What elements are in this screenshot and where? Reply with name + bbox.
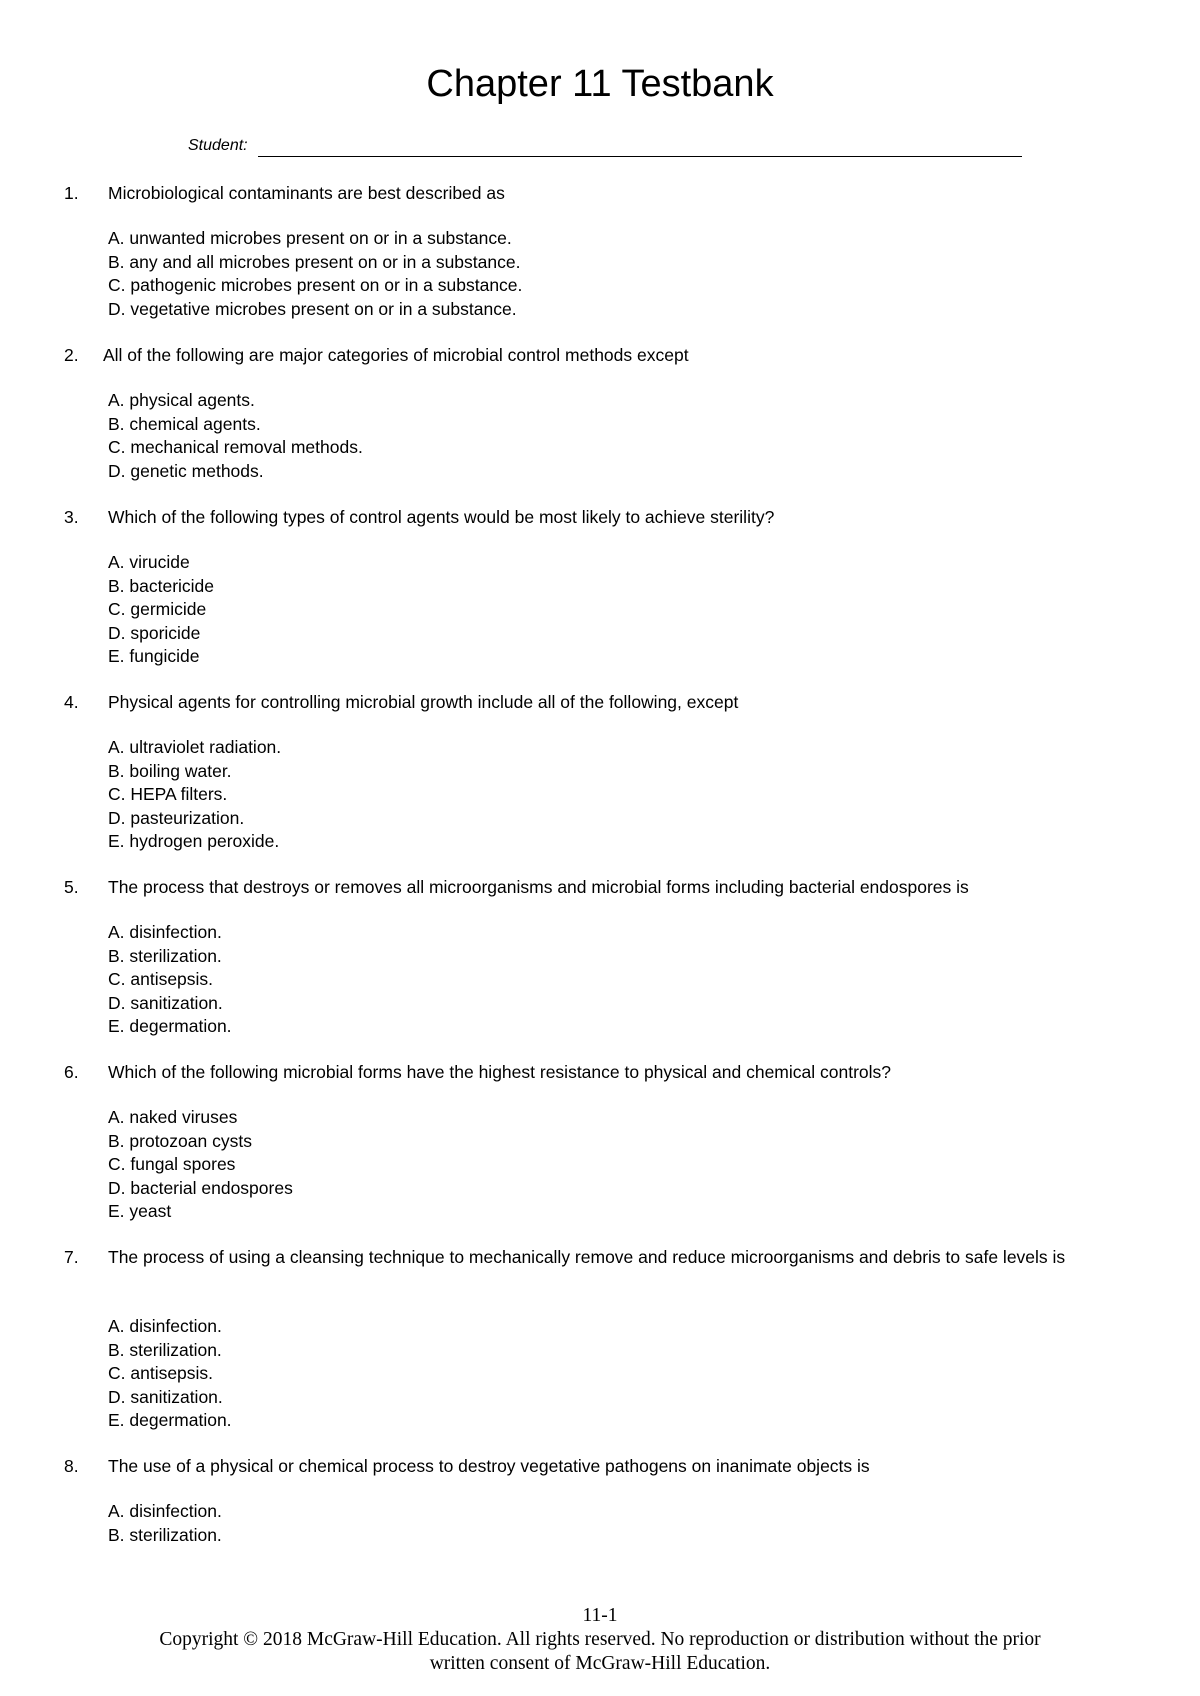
answer-choice: D. sporicide bbox=[108, 622, 201, 643]
page-title: Chapter 11 Testbank bbox=[426, 63, 774, 105]
answer-choice: C. HEPA filters. bbox=[108, 784, 228, 804]
answer-choice: D. genetic methods. bbox=[108, 460, 264, 481]
answer-choices bbox=[108, 389, 363, 483]
question-number: 3. bbox=[64, 507, 79, 527]
answer-choice: A. ultraviolet radiation. bbox=[108, 737, 282, 757]
answer-choice: B. sterilization. bbox=[108, 945, 222, 966]
answer-choice: D. bacterial endospores bbox=[108, 1177, 293, 1198]
question-number: 5. bbox=[64, 877, 79, 897]
copyright-line: written consent of McGraw-Hill Education. bbox=[429, 1653, 771, 1674]
student-name-line bbox=[258, 156, 1022, 157]
answer-choice: E. fungicide bbox=[108, 646, 200, 666]
answer-choice: E. degermation. bbox=[108, 1410, 232, 1430]
answer-choice: D. sanitization. bbox=[108, 992, 223, 1013]
answer-choices bbox=[108, 227, 522, 321]
answer-choice: D. sanitization. bbox=[108, 1386, 223, 1407]
answer-choice: B. sterilization. bbox=[108, 1524, 222, 1545]
answer-choice: B. sterilization. bbox=[108, 1339, 222, 1360]
answer-choice: A. physical agents. bbox=[108, 390, 255, 410]
answer-choice: C. antisepsis. bbox=[108, 969, 214, 989]
answer-choice: B. any and all microbes present on or in a substance. bbox=[108, 251, 521, 272]
answer-choices bbox=[108, 1315, 232, 1433]
answer-choice: A. naked viruses bbox=[108, 1107, 238, 1127]
question-number: 7. bbox=[64, 1247, 79, 1267]
question-text: The process of using a cleansing technique to mechanically remove and reduce microorganisms and debris to safe levels is bbox=[108, 1247, 1066, 1267]
answer-choice: D. vegetative microbes present on or in a substance. bbox=[108, 298, 517, 319]
page-number: 11-1 bbox=[582, 1605, 618, 1626]
question-text: The use of a physical or chemical process to destroy vegetative pathogens on inanimate objects is bbox=[108, 1456, 870, 1476]
answer-choices bbox=[108, 551, 214, 669]
copyright-notice bbox=[0, 1628, 1200, 1676]
question-text: All of the following are major categories of microbial control methods except bbox=[103, 345, 689, 365]
question-text: Which of the following microbial forms have the highest resistance to physical and chemical controls? bbox=[108, 1062, 892, 1082]
answer-choice: C. fungal spores bbox=[108, 1154, 236, 1174]
answer-choice: B. protozoan cysts bbox=[108, 1130, 252, 1151]
question-text: Which of the following types of control agents would be most likely to achieve sterility? bbox=[108, 507, 775, 527]
answer-choices bbox=[108, 1106, 293, 1224]
answer-choice: B. boiling water. bbox=[108, 760, 232, 781]
answer-choice: A. disinfection. bbox=[108, 1316, 222, 1336]
question-number: 2. bbox=[64, 345, 79, 365]
answer-choice: E. hydrogen peroxide. bbox=[108, 831, 280, 851]
question-number: 1. bbox=[64, 183, 79, 203]
answer-choice: A. disinfection. bbox=[108, 1501, 222, 1521]
question-text: Physical agents for controlling microbial growth include all of the following, except bbox=[108, 692, 739, 712]
copyright-line: Copyright © 2018 McGraw-Hill Education. All rights reserved. No reproduction or distribution without the prior bbox=[159, 1629, 1041, 1650]
answer-choice: C. mechanical removal methods. bbox=[108, 437, 363, 457]
question-number: 4. bbox=[64, 692, 79, 712]
answer-choices bbox=[108, 736, 281, 854]
question-number: 6. bbox=[64, 1062, 79, 1082]
answer-choice: E. degermation. bbox=[108, 1016, 232, 1036]
answer-choice: B. bactericide bbox=[108, 575, 215, 596]
answer-choice: A. virucide bbox=[108, 552, 190, 572]
question-text: The process that destroys or removes all microorganisms and microbial forms including bacterial endospores is bbox=[108, 877, 969, 897]
answer-choice: A. unwanted microbes present on or in a substance. bbox=[108, 228, 512, 248]
answer-choices bbox=[108, 921, 232, 1039]
answer-choice: D. pasteurization. bbox=[108, 807, 245, 828]
answer-choice: E. yeast bbox=[108, 1201, 172, 1221]
answer-choice: C. pathogenic microbes present on or in a substance. bbox=[108, 275, 523, 295]
answer-choice: A. disinfection. bbox=[108, 922, 222, 942]
answer-choice: C. germicide bbox=[108, 599, 207, 619]
answer-choice: C. antisepsis. bbox=[108, 1363, 214, 1383]
question-text: Microbiological contaminants are best described as bbox=[108, 183, 505, 203]
question-number: 8. bbox=[64, 1456, 79, 1476]
answer-choice: B. chemical agents. bbox=[108, 413, 261, 434]
student-label: Student: bbox=[188, 137, 248, 154]
answer-choices bbox=[108, 1500, 222, 1547]
